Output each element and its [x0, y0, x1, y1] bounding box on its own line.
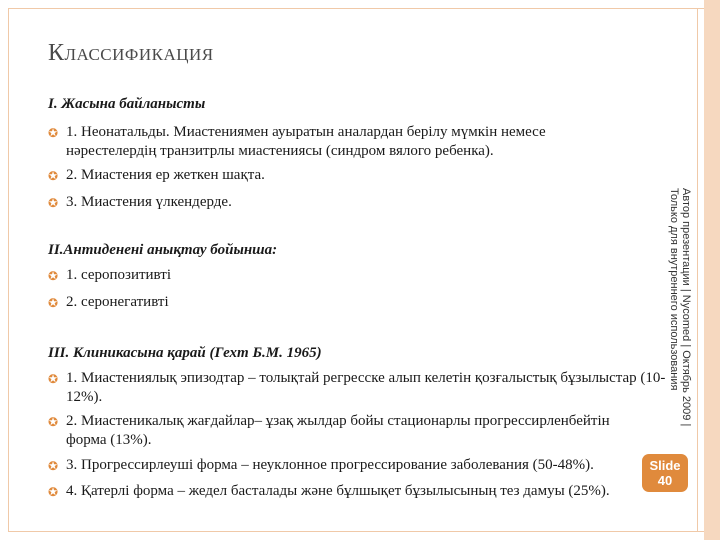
list-item	[48, 369, 684, 407]
list-item	[48, 123, 608, 161]
list-item-text: 3. Миастения үлкендерде.	[66, 194, 232, 210]
side-note-text: Автор презентации | Nycomed | Октябрь 2009 | Только для внутреннего использования	[668, 188, 692, 427]
right-divider	[697, 8, 698, 532]
slide-badge-number: 40	[657, 473, 673, 488]
section-heading-antibody: II.Антиденені анықтау бойынша:	[48, 242, 278, 258]
list-item	[48, 266, 608, 286]
list-item-text: 2. Миастеникалық жағдайлар– ұзақ жылдар бойы стационарлы прогрессирленбейтін форма (13%).	[66, 413, 610, 448]
list-item	[48, 166, 608, 186]
list-item	[48, 482, 648, 502]
list-item	[48, 412, 648, 450]
slide-number-badge	[642, 454, 688, 492]
list-item	[48, 456, 648, 476]
bullet-icon: ✪	[48, 296, 59, 310]
slide-title: Классификация	[48, 40, 214, 66]
right-band	[704, 0, 720, 540]
bullet-icon: ✪	[48, 459, 59, 473]
list-item-text: 4. Қатерлі форма – жедел басталады және бұлшықет бұзылысының тез дамуы (25%).	[66, 483, 610, 499]
bullet-icon: ✪	[48, 196, 59, 210]
list-item-text: 2. Миастения ер жеткен шақта.	[66, 167, 265, 183]
bullet-icon: ✪	[48, 126, 59, 140]
bullet-icon: ✪	[48, 269, 59, 283]
slide-badge-label: Slide	[649, 458, 681, 473]
list-item-text: 1. Неонатальды. Миастениямен ауыратын аналардан берілу мүмкін немесе нәрестелердің транзитрлы миастениясы (синдром вялого ребенка).	[66, 124, 546, 159]
list-item	[48, 193, 608, 213]
list-item-text: 1. серопозитивті	[66, 267, 171, 283]
list-item	[48, 293, 608, 313]
list-item-text: 3. Прогрессирлеуші форма – неуклонное прогрессирование заболевания (50-48%).	[66, 457, 594, 473]
bullet-icon: ✪	[48, 169, 59, 183]
bullet-icon: ✪	[48, 485, 59, 499]
section-heading-age: I. Жасына байланысты	[48, 96, 206, 112]
bullet-icon: ✪	[48, 372, 59, 386]
list-item-text: 2. серонегативті	[66, 294, 169, 310]
bullet-icon: ✪	[48, 415, 59, 429]
side-note	[656, 188, 692, 428]
section-heading-clinical: III. Клиникасына қарай (Гехт Б.М. 1965)	[48, 345, 322, 361]
list-item-text: 1. Миастениялық эпизодтар – толықтай регресске алып келетін қозғалыстық бұзылыстар (10-12%).	[66, 370, 666, 405]
